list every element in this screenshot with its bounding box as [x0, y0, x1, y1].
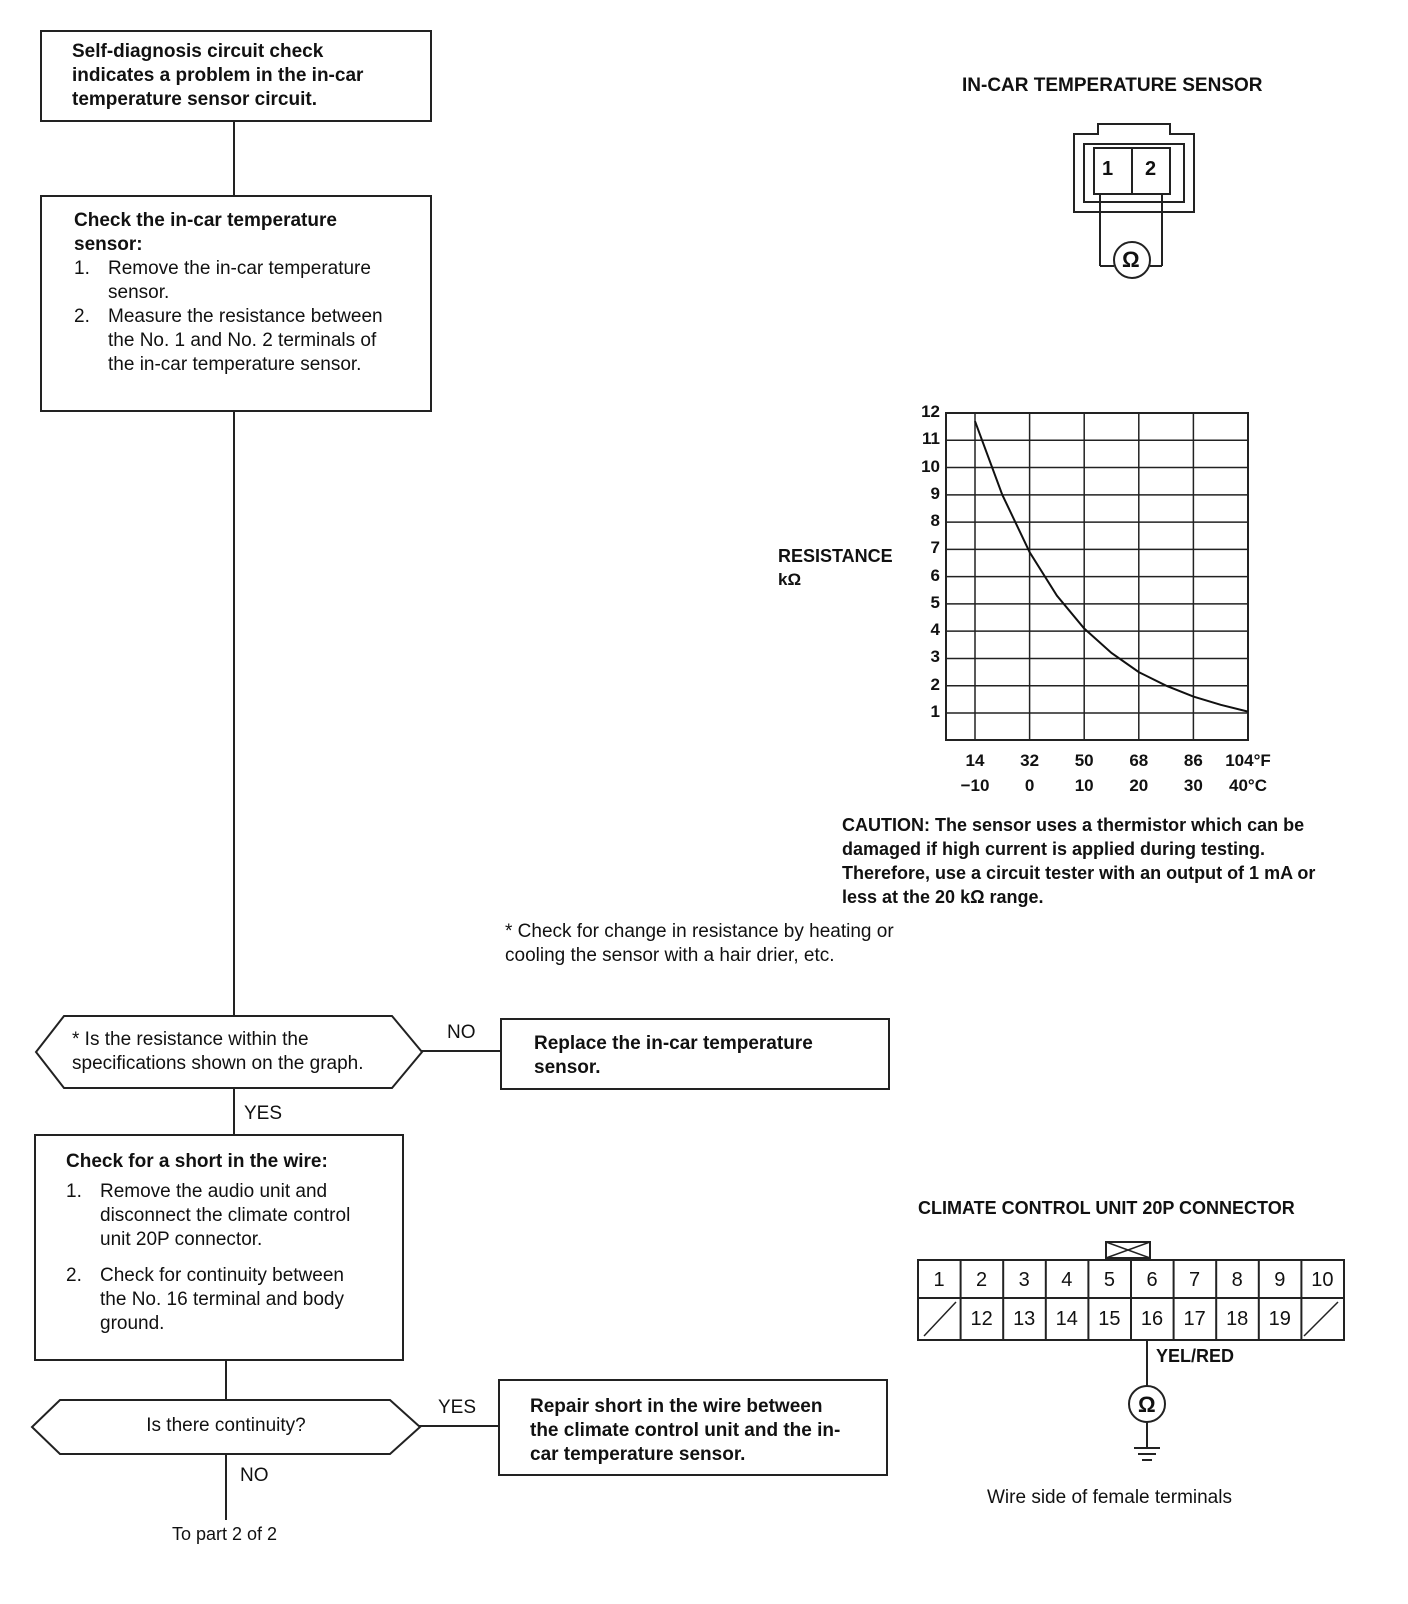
- chart-x-tick-c: 40°C: [1229, 776, 1267, 795]
- chart-y-tick: 6: [930, 565, 940, 585]
- resistance-note: * Check for change in resistance by heating or cooling the sensor with a hair drier, etc.: [505, 921, 894, 966]
- chart-y-tick: 5: [930, 592, 940, 612]
- connector-terminal: 2: [976, 1269, 988, 1291]
- check-short-steps: [66, 1180, 372, 1336]
- chart-x-tick-f: 86: [1183, 751, 1203, 770]
- connector-terminal: 9: [1274, 1269, 1286, 1291]
- connector-terminal: 7: [1189, 1269, 1201, 1291]
- chart-y-tick: 12: [921, 402, 940, 421]
- chart-y-tick: 4: [930, 620, 940, 640]
- flow-line-1: [233, 122, 235, 195]
- connector-terminal: 18: [1226, 1308, 1249, 1330]
- check-sensor-title: Check the in-car temperature sensor:: [74, 210, 337, 255]
- chart-x-tick-f: 68: [1129, 751, 1149, 770]
- connector-terminal: 1: [933, 1269, 945, 1291]
- chart-y-tick: 10: [921, 456, 940, 476]
- connector-title: CLIMATE CONTROL UNIT 20P CONNECTOR: [918, 1198, 1295, 1218]
- sensor-terminal-1: 1: [1102, 158, 1114, 180]
- connector-terminal: 19: [1268, 1308, 1291, 1330]
- chart-y-tick: 3: [930, 647, 940, 667]
- check-sensor-step: 1. Remove the in-car temperature sensor.: [74, 258, 371, 303]
- check-short-step: 2. Check for continuity between the No. 16 terminal and body ground.: [66, 1265, 344, 1334]
- connector-ohm-symbol: Ω: [1138, 1392, 1156, 1417]
- connector-terminal: 13: [1013, 1308, 1036, 1330]
- chart-x-tick-c: 10: [1074, 776, 1094, 795]
- connector-terminal: 16: [1140, 1308, 1164, 1330]
- chart-x-tick-c: 20: [1129, 776, 1149, 795]
- chart-y-tick: 7: [930, 538, 940, 558]
- flow-yes-connector: [418, 1425, 498, 1427]
- check-short-title: Check for a short in the wire:: [66, 1151, 328, 1172]
- chart-x-tick-c: 0: [1024, 776, 1035, 795]
- sensor-title: IN-CAR TEMPERATURE SENSOR: [962, 75, 1263, 96]
- chart-x-tick-f: 32: [1020, 751, 1040, 770]
- decision-2-text: Is there continuity?: [146, 1415, 306, 1436]
- check-short-box: [34, 1134, 404, 1361]
- chart-frame: [946, 413, 1248, 740]
- chart-yunit: kΩ: [778, 570, 802, 589]
- start-box: [40, 30, 432, 122]
- connector-terminal: 10: [1311, 1269, 1334, 1291]
- repair-short-box: Repair short in the wire between the climate control unit and the in-car temperature sensor.: [498, 1379, 888, 1476]
- chart-ylabel: RESISTANCE: [778, 546, 893, 566]
- chart-y-tick: 1: [930, 702, 940, 721]
- sensor-ohm-symbol: Ω: [1122, 247, 1140, 272]
- connector-terminal: 4: [1061, 1269, 1073, 1291]
- chart-x-tick-f: 104°F: [1225, 751, 1271, 770]
- connector-terminal: 3: [1018, 1269, 1030, 1291]
- to-part-2-text: To part 2 of 2: [172, 1524, 278, 1544]
- chart-x-tick-f: 14: [965, 751, 985, 770]
- connector-terminal: 12: [970, 1308, 993, 1330]
- flow-line-5: [225, 1455, 227, 1520]
- flow-line-4: [225, 1361, 227, 1399]
- flow-line-3: [233, 1087, 235, 1134]
- flow-line-2: [233, 412, 235, 1016]
- flow-no-connector: [418, 1050, 500, 1052]
- check-sensor-steps: [74, 257, 398, 377]
- chart-y-tick: 9: [930, 483, 940, 503]
- sensor-terminal-2: 2: [1145, 158, 1157, 180]
- check-short-step: 1. Remove the audio unit and disconnect the climate control unit 20P connector.: [66, 1181, 351, 1250]
- chart-series-line: [975, 421, 1248, 711]
- connector-terminal: 6: [1146, 1269, 1158, 1291]
- replace-sensor-box: Replace the in-car temperature sensor.: [500, 1018, 890, 1090]
- connector-terminal: 17: [1183, 1308, 1206, 1330]
- chart-y-tick: 2: [930, 674, 940, 694]
- check-sensor-box: [40, 195, 432, 412]
- start-text: Self-diagnosis circuit check indicates a problem in the in-car temperature sensor circuit.: [72, 41, 364, 110]
- decision-2-yes-label: YES: [438, 1397, 477, 1418]
- chart-x-tick-c: 30: [1183, 776, 1203, 795]
- chart-x-tick-c: −10: [960, 776, 990, 795]
- chart-x-tick-f: 50: [1074, 751, 1094, 770]
- caution-text: CAUTION: The sensor uses a thermistor which can be damaged if high current is applied during testing. Therefore, use a circuit tester with an output of 1 mA or less at the 20 kΩ range.: [842, 815, 1316, 907]
- chart-y-tick: 8: [930, 511, 940, 531]
- connector-caption: Wire side of female terminals: [987, 1487, 1232, 1508]
- decision-1-no-label: NO: [447, 1022, 476, 1043]
- connector-terminal: 15: [1098, 1308, 1121, 1330]
- connector-terminal: 8: [1231, 1269, 1243, 1291]
- connector-terminal: 14: [1055, 1308, 1078, 1330]
- decision-2-no-label: NO: [240, 1465, 269, 1486]
- check-sensor-step: 2. Measure the resistance between the No. 1 and No. 2 terminals of the in-car temperature sensor.: [74, 306, 383, 375]
- connector-terminal: 5: [1103, 1269, 1115, 1291]
- connector-wire-label: YEL/RED: [1156, 1346, 1235, 1366]
- decision-1-text: * Is the resistance within the specifications shown on the graph.: [72, 1029, 364, 1074]
- decision-1-yes-label: YES: [244, 1103, 283, 1124]
- chart-y-tick: 11: [922, 429, 940, 449]
